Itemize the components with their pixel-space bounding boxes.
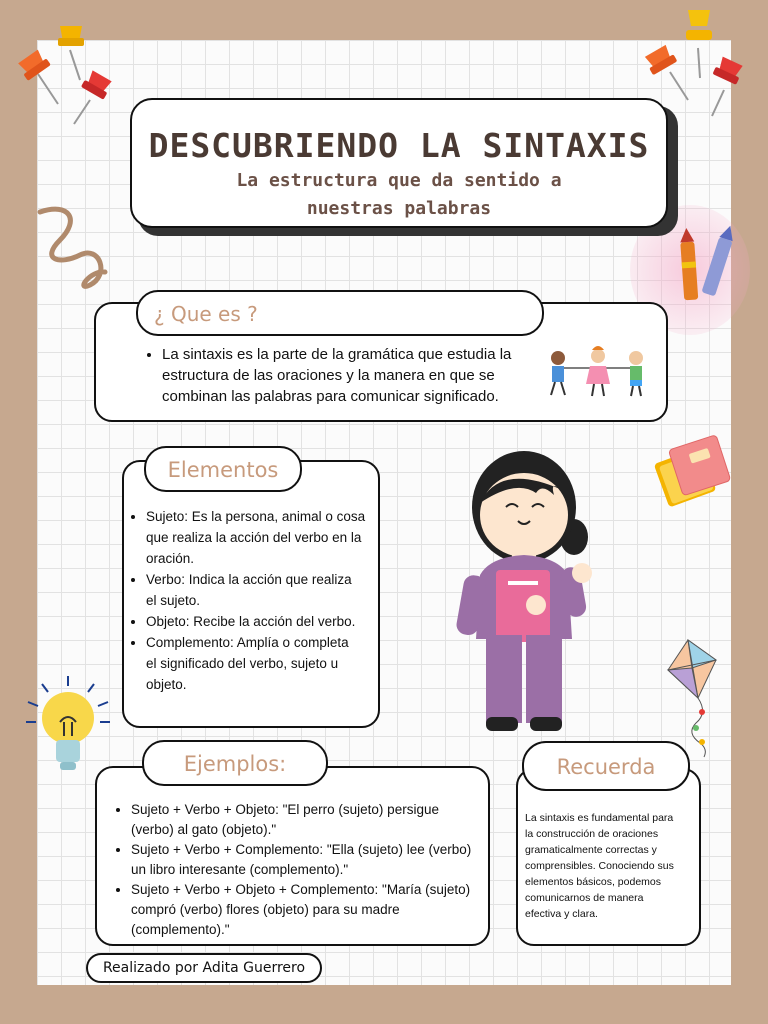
- elementos-card: [122, 460, 380, 728]
- notebooks-icon: [646, 432, 736, 512]
- ejemplos-item: • Sujeto + Verbo + Complemento: "Ella (sujeto) lee (verbo) un libro interesante (complemento).": [131, 840, 501, 880]
- header-card: [130, 98, 668, 228]
- recuerda-heading-pill: [522, 741, 690, 791]
- author-pill: [86, 953, 322, 983]
- ejemplos-list: [109, 800, 501, 940]
- ejemplos-card: [95, 766, 490, 946]
- elementos-item: • Sujeto: Es la persona, animal o cosa que realiza la acción del verbo en la oración.: [146, 506, 396, 569]
- que-es-line1: La sintaxis es la parte de la gramática que estudia la: [162, 346, 512, 363]
- elementos-item: • Objeto: Recibe la acción del verbo.: [146, 611, 396, 632]
- page-title: DESCUBRIENDO LA SINTAXIS: [148, 126, 650, 165]
- ejemplos-item: • Sujeto + Verbo + Objeto + Complemento: "María (sujeto) compró (verbo) flores (objeto) para su madre (complemento).": [131, 880, 501, 940]
- que-es-heading: ¿ Que es ?: [154, 302, 258, 326]
- crayons-icon: [672, 222, 742, 312]
- subtitle-line2: nuestras palabras: [306, 198, 492, 219]
- ejemplos-heading-pill: [142, 740, 328, 786]
- elementos-list: [124, 506, 396, 695]
- que-es-heading-pill: [136, 290, 544, 336]
- ejemplos-heading: Ejemplos:: [183, 752, 287, 776]
- elementos-item: • Complemento: Amplía o completa el significado del verbo, sujeto u objeto.: [146, 632, 396, 695]
- scribble-icon: [30, 200, 120, 300]
- kids-icon: [540, 340, 660, 400]
- girl-illustration: [450, 445, 610, 735]
- elementos-heading-pill: [144, 446, 302, 492]
- recuerda-heading: Recuerda: [556, 755, 656, 779]
- ejemplos-item: • Sujeto + Verbo + Objeto: "El perro (sujeto) persigue (verbo) al gato (objeto).": [131, 800, 501, 840]
- pushpins-top-left-icon: [8, 8, 118, 128]
- subtitle-line1: La estructura que da sentido a: [236, 170, 562, 191]
- elementos-heading: Elementos: [167, 458, 279, 482]
- que-es-line2: estructura de las oraciones y la manera en que se: [162, 367, 495, 384]
- recuerda-card: [516, 768, 701, 946]
- lightbulb-icon: [22, 672, 122, 782]
- que-es-bullet: [162, 344, 511, 407]
- elementos-item: • Verbo: Indica la acción que realiza el sujeto.: [146, 569, 396, 611]
- que-es-line3: combinan las palabras para comunicar significado.: [162, 388, 499, 405]
- recuerda-text: La sintaxis es fundamental para la construcción de oraciones gramaticalmente correctas y comprensibles. Conociendo sus elementos básicos, podemos comunicarnos de manera efectiva y clara.: [525, 812, 674, 920]
- author-text: Realizado por Adita Guerrero: [102, 960, 306, 976]
